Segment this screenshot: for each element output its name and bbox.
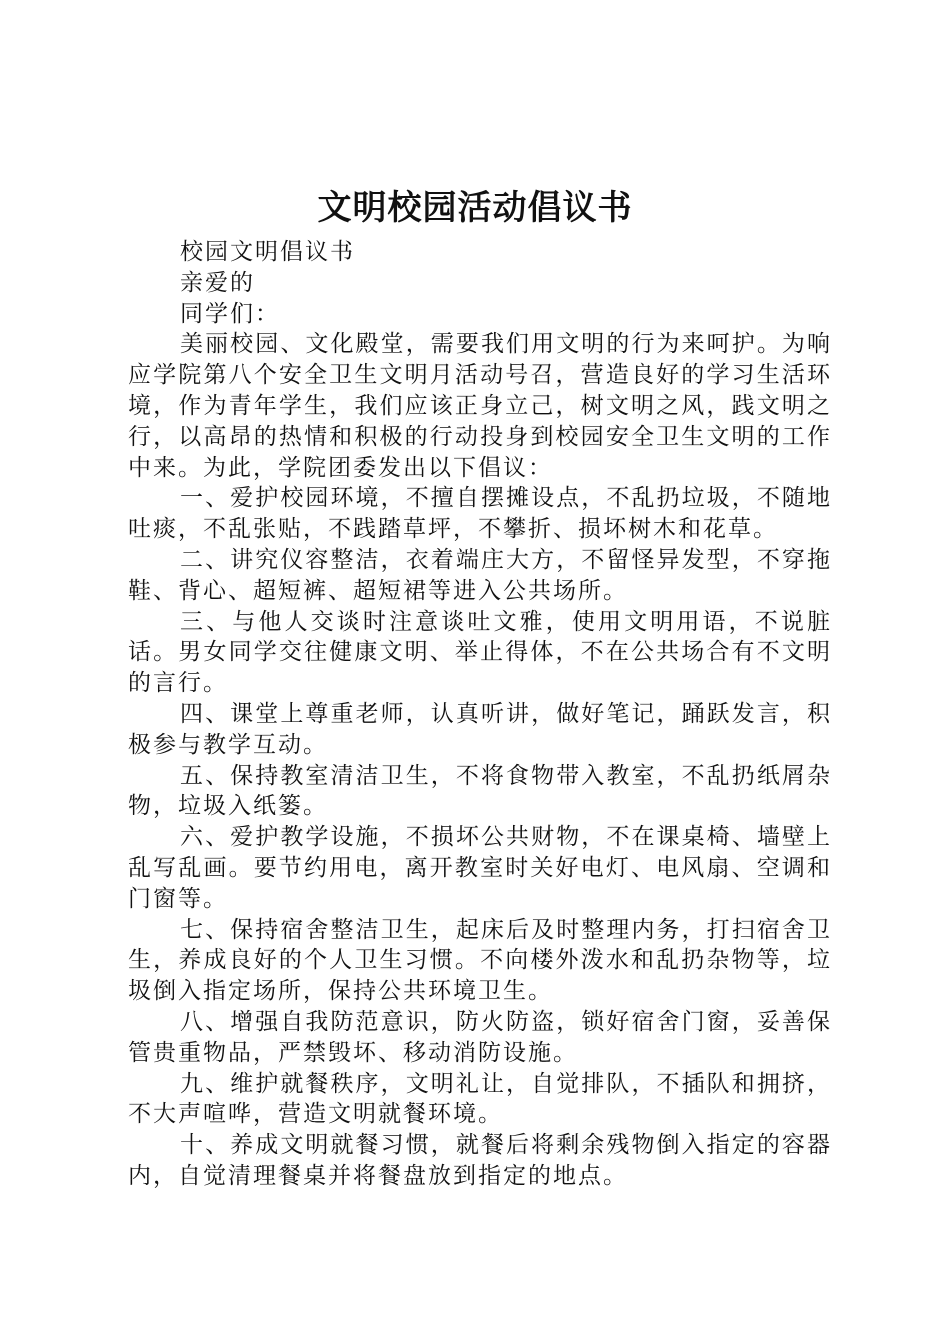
- paragraph-item-3: 三、与他人交谈时注意谈吐文雅，使用文明用语，不说脏话。男女同学交往健康文明、举止得体，不在公共场合有不文明的言行。: [128, 608, 832, 697]
- paragraph-heading: 校园文明倡议书: [180, 239, 355, 265]
- document-title: 文明校园活动倡议书: [317, 188, 633, 228]
- paragraph-item-9: 九、维护就餐秩序，文明礼让，自觉排队，不插队和拥挤，不大声喧哗，营造文明就餐环境。: [128, 1070, 832, 1128]
- paragraph-salutation: 亲爱的: [180, 269, 255, 296]
- paragraph-item-6: 六、爱护教学设施，不损坏公共财物，不在课桌椅、墙壁上乱写乱画。要节约用电，离开教室时关好电灯、电风扇、空调和门窗等。: [128, 824, 832, 912]
- paragraph-item-10: 十、养成文明就餐习惯，就餐后将剩余残物倒入指定的容器内，自觉清理餐桌并将餐盘放到指定的地点。: [128, 1132, 832, 1189]
- paragraph-item-2: 二、讲究仪容整洁，衣着端庄大方，不留怪异发型，不穿拖鞋、背心、超短裤、超短裙等进入公共场所。: [128, 546, 832, 604]
- paragraph-item-1: 一、爱护校园环境，不擅自摆摊设点，不乱扔垃圾，不随地吐痰，不乱张贴，不践踏草坪，不攀折、损坏树木和花草。: [128, 485, 832, 543]
- paragraph-item-8: 八、增强自我防范意识，防火防盗，锁好宿舍门窗，妥善保管贵重物品，严禁毁坏、移动消防设施。: [128, 1008, 832, 1066]
- document-body: [128, 237, 832, 1192]
- paragraph-item-5: 五、保持教室清洁卫生，不将食物带入教室，不乱扔纸屑杂物，垃圾入纸篓。: [128, 762, 832, 820]
- paragraph-salutation-continued: 同学们：: [180, 300, 280, 327]
- paragraph-intro: 美丽校园、文化殿堂，需要我们用文明的行为来呵护。为响应学院第八个安全卫生文明月活动号召，营造良好的学习生活环境，作为青年学生，我们应该正身立己，树文明之风，践文明之行，以高昂的热情和积极的行动投身到校园安全卫生文明的工作中来。为此，学院团委发出以下倡议：: [128, 331, 832, 481]
- paragraph-item-7: 七、保持宿舍整洁卫生，起床后及时整理内务，打扫宿舍卫生，养成良好的个人卫生习惯。不向楼外泼水和乱扔杂物等，垃圾倒入指定场所，保持公共环境卫生。: [128, 916, 832, 1005]
- paragraph-item-4: 四、课堂上尊重老师，认真听讲，做好笔记，踊跃发言，积极参与教学互动。: [128, 700, 832, 758]
